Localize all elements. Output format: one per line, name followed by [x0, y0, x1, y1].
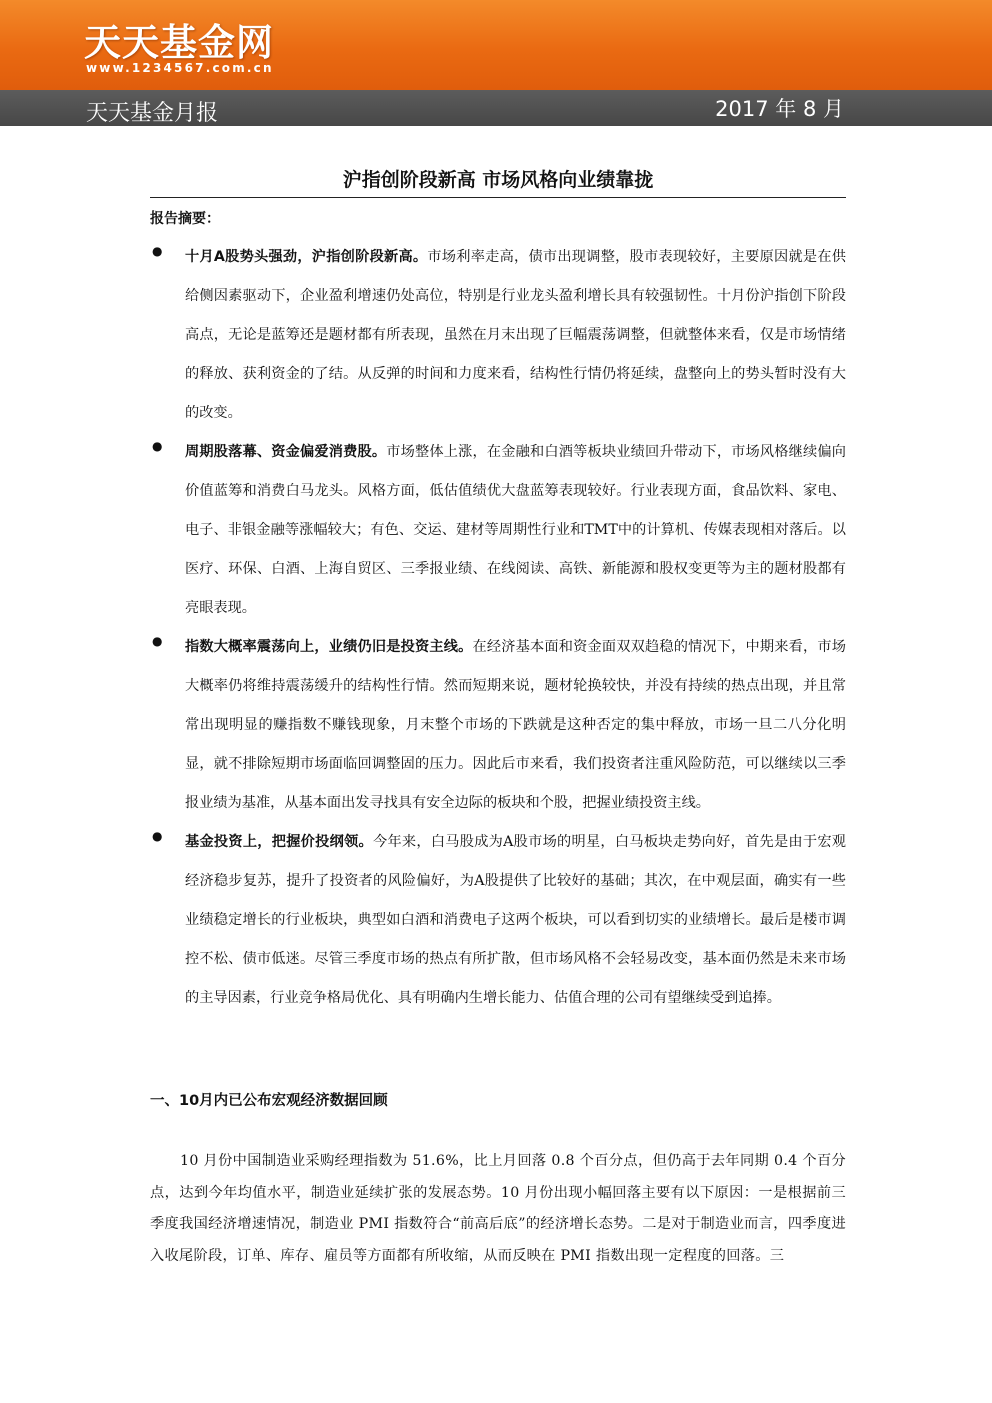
summary-bullet	[150, 433, 846, 628]
site-url: www.1234567.com.cn	[86, 61, 274, 75]
bullet-lead: 十月A股势头强劲，沪指创阶段新高。	[185, 249, 428, 265]
bullet-body: 市场利率走高，债市出现调整，股市表现较好，主要原因就是在供给侧因素驱动下，企业盈利增速仍处高位，特别是行业龙头盈利增长具有较强韧性。十月份沪指创下阶段高点，无论是蓝筹还是题材都有所表现，虽然在月末出现了巨幅震荡调整，但就整体来看，仅是市场情绪的释放、获利资金的了结。从反弹的时间和力度来看，结构性行情仍将延续，盘整向上的势头暂时没有大的改变。	[185, 249, 846, 421]
report-name: 天天基金月报	[86, 101, 219, 126]
bullet-dot-icon: ●	[152, 439, 163, 453]
body-paragraph: 10 月份中国制造业采购经理指数为 51.6%，比上月回落 0.8 个百分点，但仍高于去年同期 0.4 个百分点，达到今年均值水平，制造业延续扩张的发展态势。10 月份出现小幅回落主要有以下原因：一是根据前三季度我国经济增速情况，制造业 PMI 指数符合“前高后底”的经济增长态势。二是对于制造业而言，四季度进入收尾阶段，订单、库存、雇员等方面都有所收缩，从而反映在 PMI 指数出现一定程度的回落。三	[150, 1153, 846, 1264]
bullet-body: 在经济基本面和资金面双双趋稳的情况下，中期来看，市场大概率仍将维持震荡缓升的结构性行情。然而短期来说，题材轮换较快，并没有持续的热点出现，并且常常出现明显的赚指数不赚钱现象，月末整个市场的下跌就是这种否定的集中释放，市场一旦二八分化明显，就不排除短期市场面临回调整固的压力。因此后市来看，我们投资者注重风险防范，可以继续以三季报业绩为基准，从基本面出发寻找具有安全边际的板块和个股，把握业绩投资主线。	[185, 639, 846, 811]
bullet-dot-icon: ●	[152, 634, 163, 648]
bullet-dot-icon: ●	[152, 244, 163, 258]
bullet-lead: 基金投资上，把握价投纲领。	[185, 834, 373, 850]
bullet-text	[185, 628, 846, 823]
bullet-lead: 周期股落幕、资金偏爱消费股。	[185, 444, 387, 460]
summary-label: 报告摘要：	[150, 211, 220, 227]
bullet-body: 市场整体上涨，在金融和白酒等板块业绩回升带动下，市场风格继续偏向价值蓝筹和消费白马龙头。风格方面，低估值绩优大盘蓝筹表现较好。行业表现方面，食品饮料、家电、电子、非银金融等涨幅较大；有色、交运、建材等周期性行业和TMT中的计算机、传媒表现相对落后。以医疗、环保、白酒、上海自贸区、三季报业绩、在线阅读、高铁、新能源和股权变更等为主的题材股都有亮眼表现。	[185, 444, 846, 616]
summary-bullet	[150, 823, 846, 1018]
summary-bullet	[150, 238, 846, 433]
summary-bullet	[150, 628, 846, 823]
title-divider	[150, 197, 846, 198]
bullet-text	[185, 823, 846, 1018]
document-title: 沪指创阶段新高 市场风格向业绩靠拢	[342, 169, 654, 191]
site-logo[interactable]: 天天基金网	[84, 21, 274, 64]
bullet-text	[185, 238, 846, 433]
bullet-body: 今年来，白马股成为A股市场的明星，白马板块走势向好，首先是由于宏观经济稳步复苏，提升了投资者的风险偏好，为A股提供了比较好的基础；其次，在中观层面，确实有一些业绩稳定增长的行业板块，典型如白酒和消费电子这两个板块，可以看到切实的业绩增长。最后是楼市调控不松、债市低迷。尽管三季度市场的热点有所扩散，但市场风格不会轻易改变，基本面仍然是未来市场的主导因素，行业竞争格局优化、具有明确内生增长能力、估值合理的公司有望继续受到追捧。	[185, 834, 846, 1006]
section-heading: 一、10月内已公布宏观经济数据回顾	[150, 1093, 388, 1109]
summary-bullet-list	[150, 238, 846, 1018]
bullet-dot-icon: ●	[152, 829, 163, 843]
bullet-lead: 指数大概率震荡向上，业绩仍旧是投资主线。	[185, 639, 473, 655]
bullet-text	[185, 433, 846, 628]
report-date: 2017 年 8 月	[715, 97, 844, 121]
